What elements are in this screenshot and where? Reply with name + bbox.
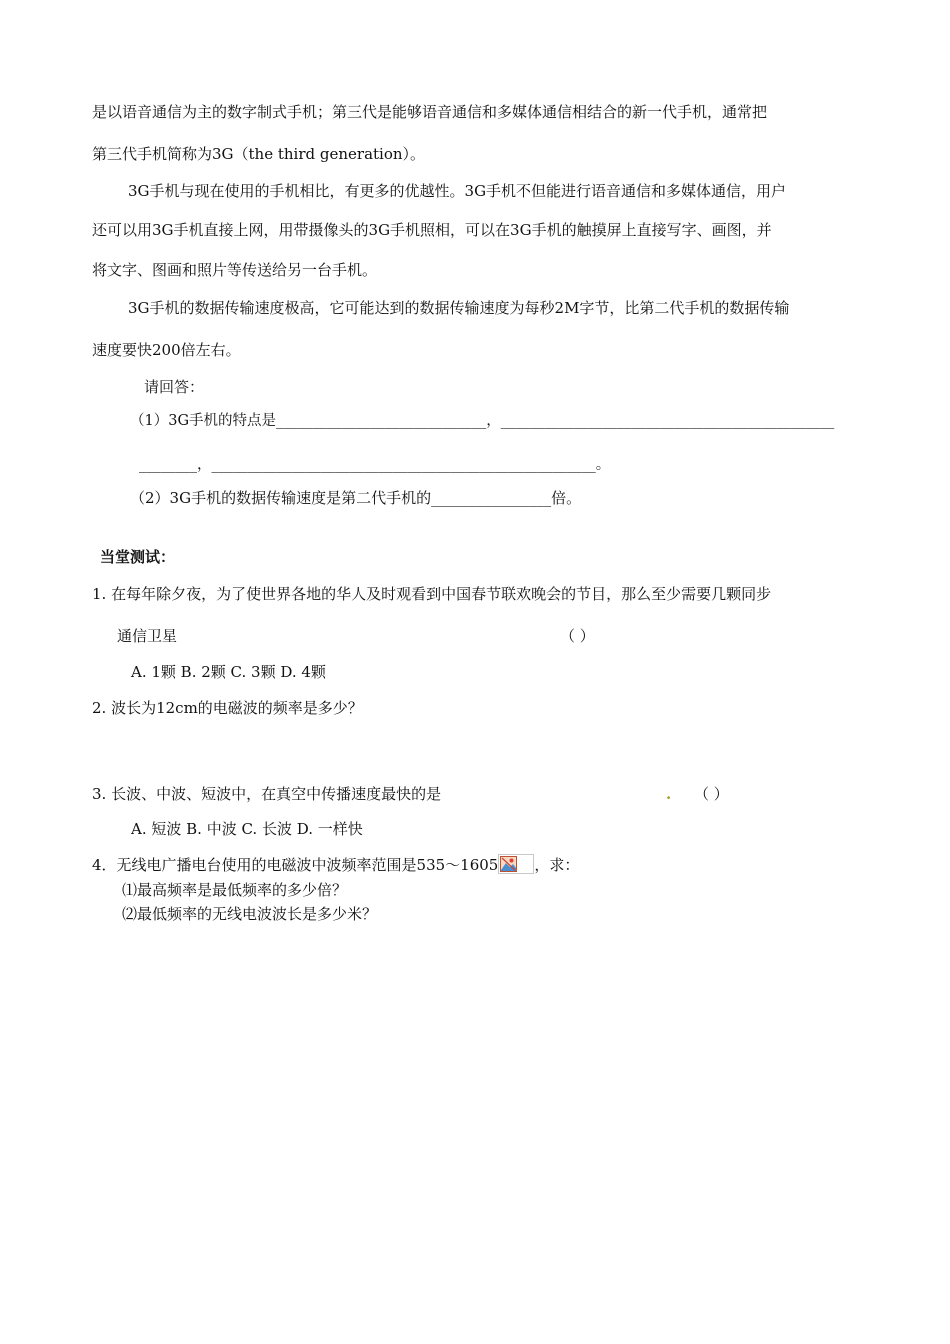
test-item-3-bracket: （ ）: [694, 785, 729, 803]
test-item-4-suffix: ，求：: [534, 856, 580, 874]
test-item-4-sub-2: ⑵最低频率的无线电波波长是多少米？: [122, 905, 378, 923]
questions-prompt: 请回答：: [144, 378, 205, 396]
paragraph-1-line-2: 第三代手机简称为3G（the third generation）。: [92, 145, 426, 163]
test-item-3-dot: .: [666, 785, 672, 803]
test-item-4-text: 4．无线电广播电台使用的电磁波中波频率范围是535～1605: [92, 856, 499, 874]
image-placeholder-icon: [500, 856, 517, 872]
test-item-1-options: A. 1颗 B. 2颗 C. 3颗 D. 4颗: [131, 663, 326, 681]
test-item-4: [92, 854, 579, 875]
test-item-3: 3. 长波、中波、短波中，在真空中传播速度最快的是: [92, 785, 442, 803]
paragraph-2-line-3: 将文字、图画和照片等传送给另一台手机。: [92, 261, 378, 279]
test-item-4-sub-1: ⑴最高频率是最低频率的多少倍？: [122, 881, 348, 899]
paragraph-1-line-1: 是以语音通信为主的数字制式手机；第三代是能够语音通信和多媒体通信相结合的新一代手机，通常把: [92, 103, 768, 121]
paragraph-2-line-2: 还可以用3G手机直接上网，用带摄像头的3G手机照相，可以在3G手机的触摸屏上直接写字、画图，并: [92, 221, 772, 239]
question-1-line-2: ________，_____________________________________________________。: [139, 457, 611, 473]
paragraph-3-line-2: 速度要快200倍左右。: [92, 341, 241, 359]
test-item-3-options: A. 短波 B. 中波 C. 长波 D. 一样快: [131, 820, 363, 838]
test-item-1-line-1: 1. 在每年除夕夜，为了使世界各地的华人及时观看到中国春节联欢晚会的节目，那么至少需要几颗同步: [92, 585, 772, 603]
question-1-line-1: （1）3G手机的特点是_____________________________，______________________________________________: [130, 413, 835, 429]
test-item-1-line-2: 通信卫星: [117, 627, 178, 645]
broken-image-icon: [498, 854, 534, 874]
paragraph-3-line-1: 3G手机的数据传输速度极高，它可能达到的数据传输速度为每秒2M字节，比第二代手机的数据传输: [128, 299, 790, 317]
question-2: （2）3G手机的数据传输速度是第二代手机的________________倍。: [130, 489, 582, 507]
test-item-1-bracket: （ ）: [560, 627, 595, 645]
test-item-2: 2. 波长为12cm的电磁波的频率是多少？: [92, 699, 363, 717]
paragraph-2-line-1: 3G手机与现在使用的手机相比，有更多的优越性。3G手机不但能进行语音通信和多媒体通信，用户: [128, 182, 787, 200]
test-heading: 当堂测试：: [100, 548, 176, 566]
